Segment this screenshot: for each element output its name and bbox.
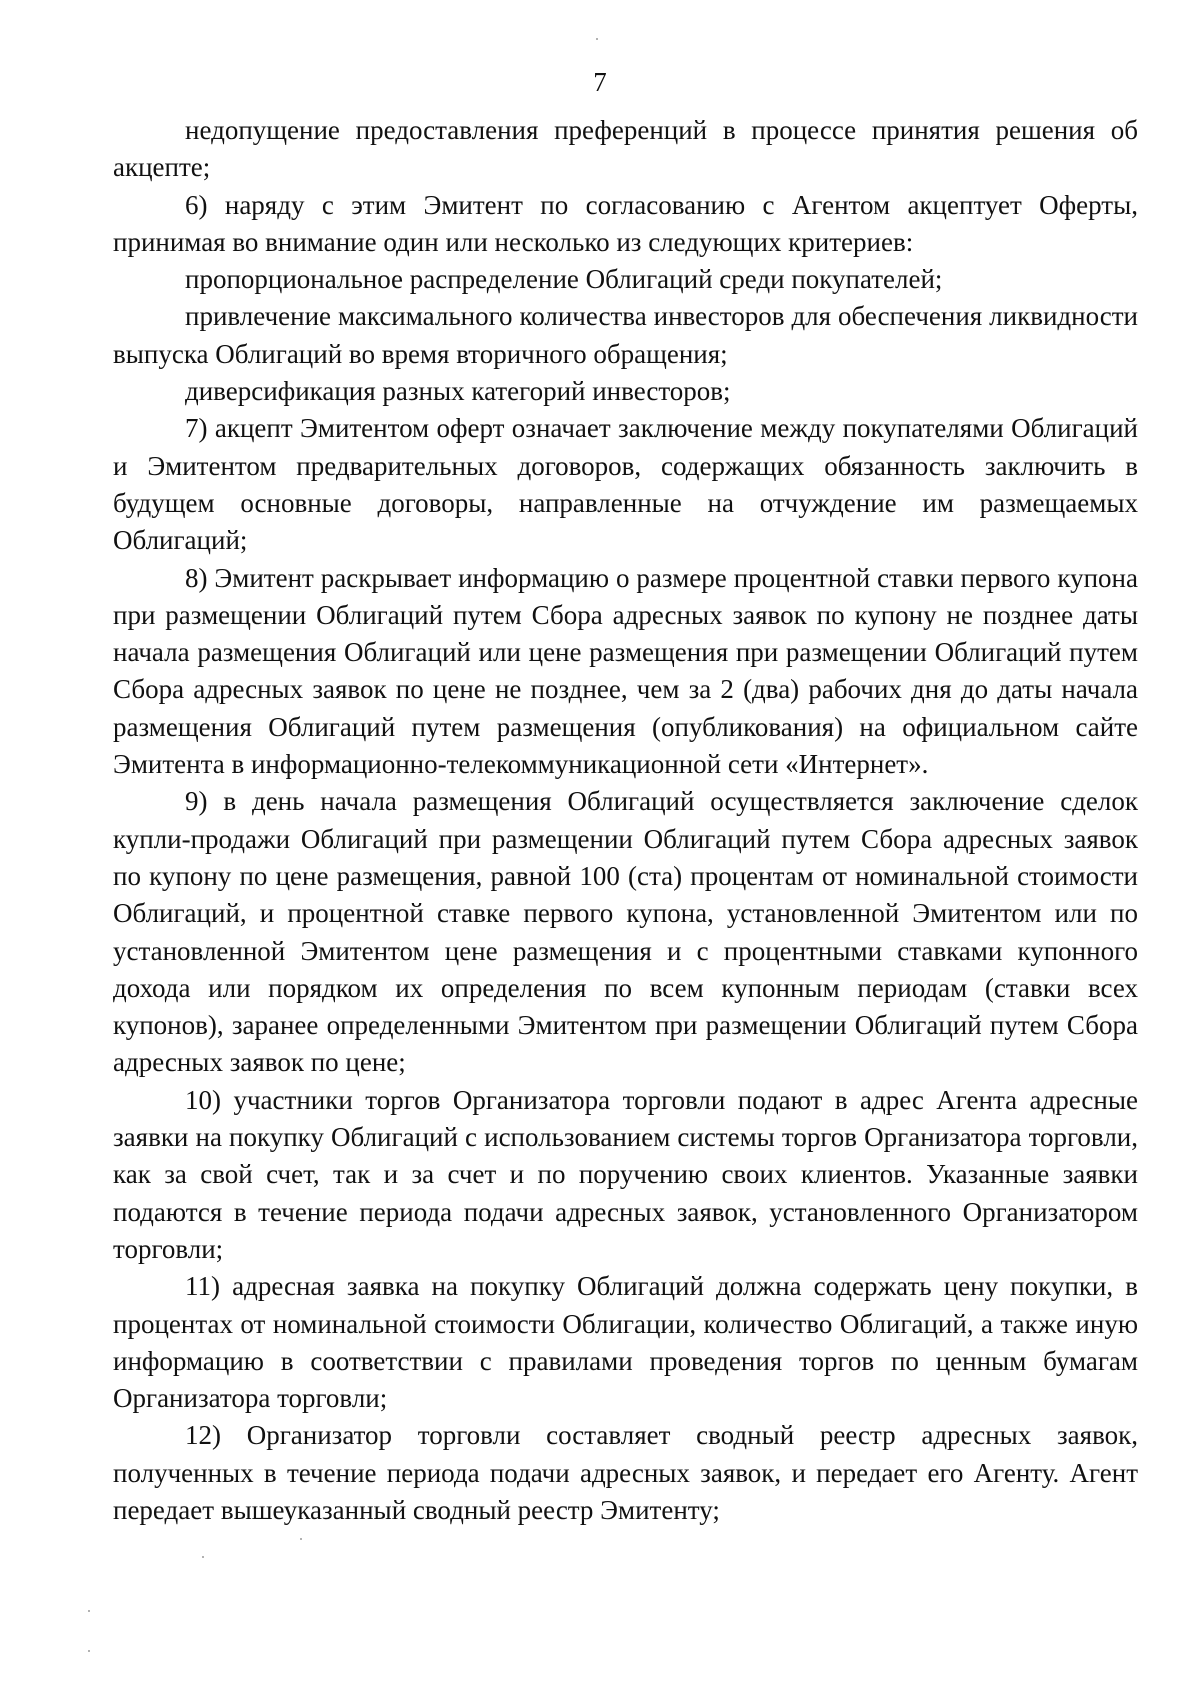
paragraph-criterion-diversification: диверсификация разных категорий инвесторов;: [185, 376, 731, 407]
scan-speck: [300, 1538, 302, 1540]
page-number: 7: [593, 67, 607, 97]
paragraph-criterion-liquidity: привлечение максимального количества инвесторов для обеспечения ликвидности выпуска Облигаций во время вторичного обращения;: [113, 301, 1138, 369]
paragraph-item-7: 7) акцепт Эмитентом оферт означает заключение между покупателями Облигаций и Эмитентом предварительных договоров, содержащих обязанность заключить в будущем основные договоры, направленные на отчуждение им размещаемых Облигаций;: [113, 413, 1138, 556]
paragraph-item-8: 8) Эмитент раскрывает информацию о размере процентной ставки первого купона при размещении Облигаций путем Сбора адресных заявок по купону не позднее даты начала размещения Облигаций или цене размещения при размещении Облигаций путем Сбора адресных заявок по цене не позднее, чем за 2 (два) рабочих дня до даты начала размещения Облигаций путем размещения (опубликования) на официальном сайте Эмитента в информационно-телекоммуникационной сети «Интернет».: [113, 562, 1138, 780]
paragraph-item-10: 10) участники торгов Организатора торговли подают в адрес Агента адресные заявки на покупку Облигаций с использованием системы торгов Организатора торговли, как за свой счет, так и за счет и по поручению своих клиентов. Указанные заявки подаются в течение периода подачи адресных заявок, установленного Организатором торговли;: [113, 1084, 1138, 1264]
scan-speck: [202, 1556, 204, 1558]
scan-speck: [88, 1610, 90, 1612]
scan-speck: [596, 38, 598, 40]
paragraph-item-6: 6) наряду с этим Эмитент по согласованию с Агентом акцептует Оферты, принимая во внимание один или несколько из следующих критериев:: [113, 189, 1138, 257]
paragraph-item-9: 9) в день начала размещения Облигаций осуществляется заключение сделок купли-продажи Облигаций при размещении Облигаций путем Сбора адресных заявок по купону по цене размещения, равной 100 (ста) процентам от номинальной стоимости Облигаций, и процентной ставке первого купона, установленной Эмитентом или по установленной Эмитентом цене размещения и с процентными ставками купонного дохода или порядком их определения по всем купонным периодам (ставки всех купонов), заранее определенными Эмитентом при размещении Облигаций путем Сбора адресных заявок по цене;: [113, 786, 1138, 1078]
paragraph-item-11: 11) адресная заявка на покупку Облигаций должна содержать цену покупки, в процентах от номинальной стоимости Облигации, количество Облигаций, а также иную информацию в соответствии с правилами проведения торгов по ценным бумагам Организатора торговли;: [113, 1271, 1138, 1414]
document-body: [113, 112, 1138, 1529]
paragraph-preferences: недопущение предоставления преференций в процессе принятия решения об акцепте;: [113, 115, 1138, 183]
paragraph-criterion-proportional: пропорциональное распределение Облигаций среди покупателей;: [185, 264, 943, 295]
paragraph-item-12: 12) Организатор торговли составляет сводный реестр адресных заявок, полученных в течение периода подачи адресных заявок, и передает его Агенту. Агент передает вышеуказанный сводный реестр Эмитенту;: [113, 1420, 1138, 1525]
scan-speck: [88, 1650, 90, 1652]
